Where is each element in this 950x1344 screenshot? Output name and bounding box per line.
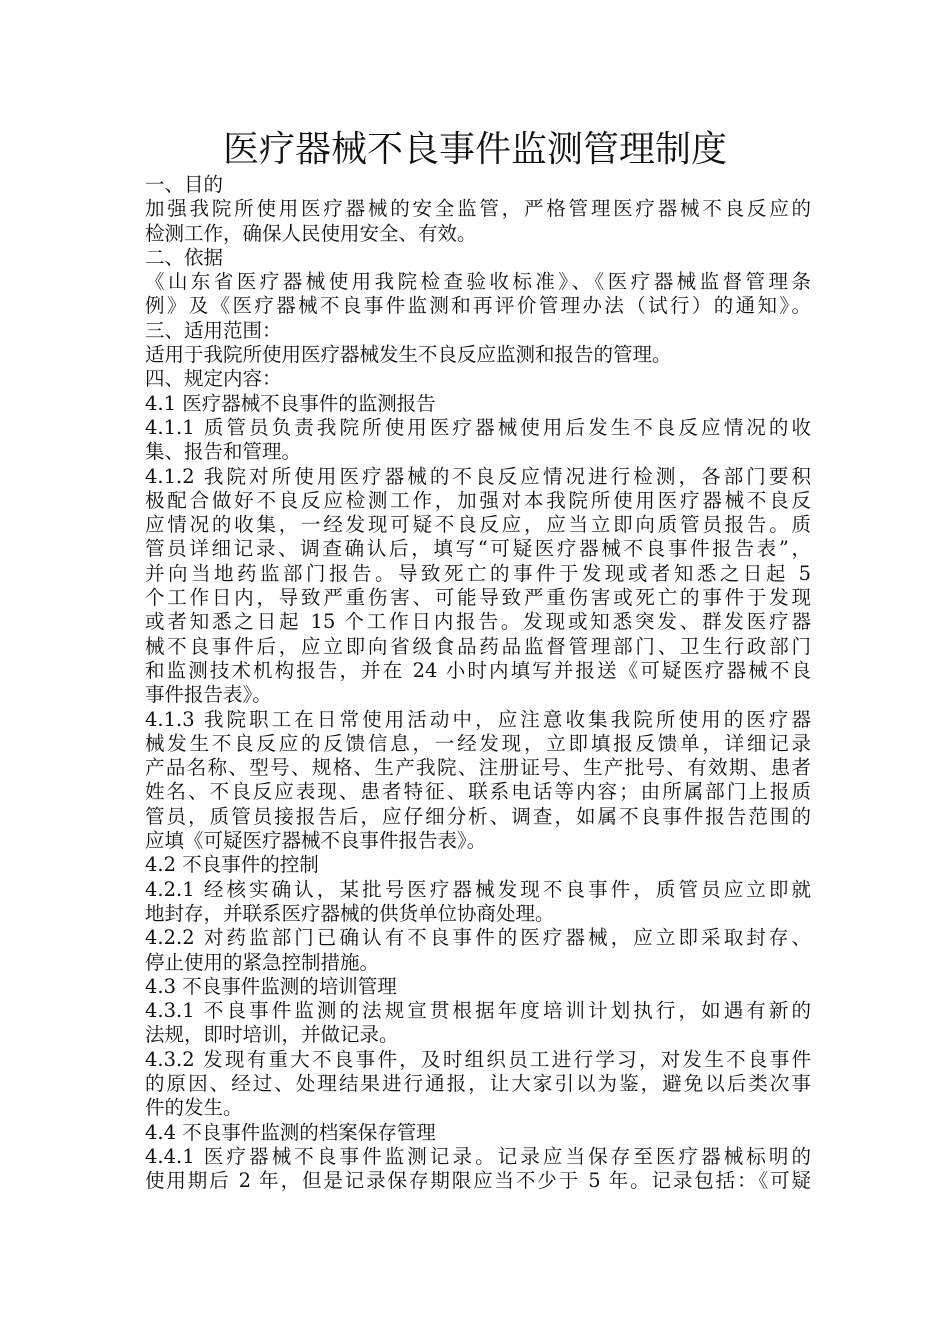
text-line: 4.3.1 不良事件监测的法规宣贯根据年度培训计划执行，如遇有新的 [145, 999, 811, 1023]
text-line: 4.1.3 我院职工在日常使用活动中，应注意收集我院所使用的医疗器 [145, 707, 811, 731]
text-line: 二、依据 [145, 245, 224, 269]
text-line: 四、规定内容： [145, 367, 282, 391]
text-line: 4.2.2 对药监部门已确认有不良事件的医疗器械，应立即采取封存、 [145, 926, 811, 950]
text-line: 集、报告和管理。 [145, 440, 302, 464]
text-line: 械不良事件后，应立即向省级食品药品监督管理部门、卫生行政部门 [145, 634, 811, 658]
text-line: 事件报告表》。 [145, 683, 272, 707]
text-line: 《山东省医疗器械使用我院检查验收标准》、《医疗器械监督管理条 [145, 270, 811, 294]
text-line: 4.4 不良事件监测的档案保存管理 [145, 1120, 436, 1144]
text-line: 地封存，并联系医疗器械的供货单位协商处理。 [145, 901, 555, 925]
text-line: 管员，质管员接报告后，应仔细分析、调查，如属不良事件报告范围的 [145, 804, 811, 828]
text-line: 和监测技术机构报告，并在 24 小时内填写并报送《可疑医疗器械不良 [145, 658, 811, 682]
text-line: 检测工作，确保人民使用安全、有效。 [145, 221, 477, 245]
text-line: 4.2.1 经核实确认，某批号医疗器械发现不良事件，质管员应立即就 [145, 877, 811, 901]
text-line: 4.3 不良事件监测的培训管理 [145, 974, 397, 998]
text-line: 管员详细记录、调查确认后，填写“可疑医疗器械不良事件报告表”， [145, 537, 811, 561]
text-line: 停止使用的紧急控制措施。 [145, 950, 380, 974]
text-line: 并向当地药监部门报告。导致死亡的事件于发现或者知悉之日起 5 [145, 561, 811, 585]
text-line: 件的发生。 [145, 1096, 243, 1120]
text-line: 械发生不良反应的反馈信息，一经发现，立即填报反馈单，详细记录 [145, 731, 811, 755]
text-line: 产品名称、型号、规格、生产我院、注册证号、生产批号、有效期、患者 [145, 756, 811, 780]
text-line: 的原因、经过、处理结果进行通报，让大家引以为鉴，避免以后类次事 [145, 1071, 811, 1095]
document-title: 医疗器械不良事件监测管理制度 [222, 129, 727, 170]
text-line: 法规，即时培训，并做记录。 [145, 1023, 399, 1047]
text-line: 4.2 不良事件的控制 [145, 853, 319, 877]
document-body [145, 173, 811, 1193]
text-line: 适用于我院所使用医疗器械发生不良反应监测和报告的管理。 [145, 343, 672, 367]
text-line: 个工作日内，导致严重伤害、可能导致严重伤害或死亡的事件于发现 [145, 586, 811, 610]
text-line: 姓名、不良反应表现、患者特征、联系电话等内容；由所属部门上报质 [145, 780, 811, 804]
text-line: 或者知悉之日起 15 个工作日内报告。发现或知悉突发、群发医疗器 [145, 610, 811, 634]
text-line: 4.1.2 我院对所使用医疗器械的不良反应情况进行检测，各部门要积 [145, 464, 811, 488]
text-line: 4.4.1 医疗器械不良事件监测记录。记录应当保存至医疗器械标明的 [145, 1144, 811, 1168]
text-line: 4.1.1 质管员负责我院所使用医疗器械使用后发生不良反应情况的收 [145, 415, 811, 439]
text-line: 极配合做好不良反应检测工作，加强对本我院所使用医疗器械不良反 [145, 488, 811, 512]
text-line: 一、目的 [145, 173, 224, 196]
text-line: 例》及《医疗器械不良事件监测和再评价管理办法（试行）的通知》。 [145, 294, 811, 318]
text-line: 应情况的收集，一经发现可疑不良反应，应当立即向质管员报告。质 [145, 513, 811, 537]
text-line: 4.1 医疗器械不良事件的监测报告 [145, 391, 436, 415]
text-line: 三、适用范围： [145, 318, 282, 342]
text-line: 使用期后 2 年，但是记录保存期限应当不少于 5 年。记录包括：《可疑 [145, 1169, 811, 1193]
text-line: 4.3.2 发现有重大不良事件，及时组织员工进行学习，对发生不良事件 [145, 1047, 811, 1071]
text-line: 应填《可疑医疗器械不良事件报告表》。 [145, 829, 487, 853]
text-line: 加强我院所使用医疗器械的安全监管，严格管理医疗器械不良反应的 [145, 197, 811, 221]
